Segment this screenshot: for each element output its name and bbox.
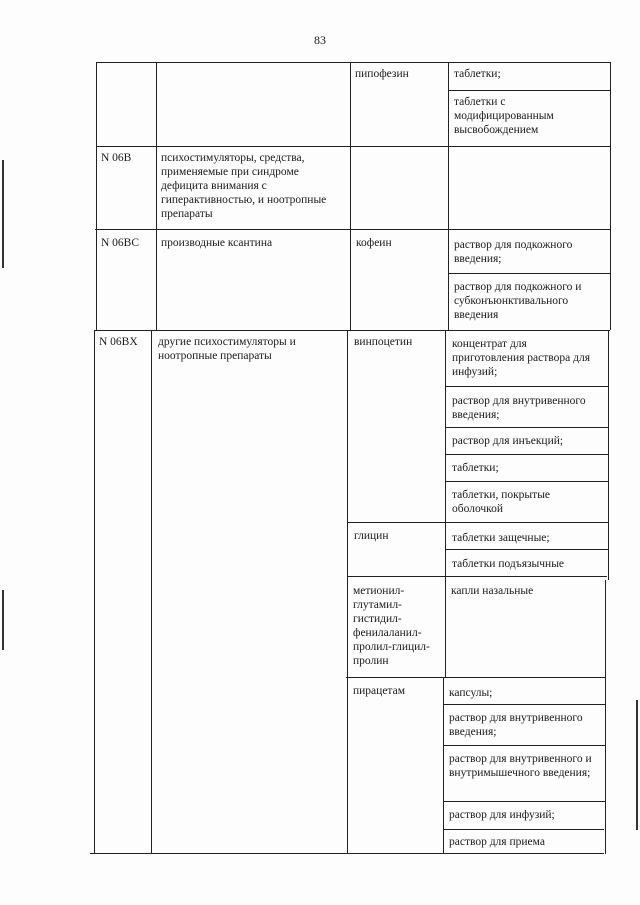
dosage-form: капсулы; — [449, 687, 493, 699]
table-border — [96, 62, 97, 330]
row-divider — [443, 801, 605, 802]
atc-code: N 06BX — [99, 336, 138, 348]
row-divider — [446, 454, 608, 455]
scan-mark — [2, 590, 4, 650]
dosage-form: раствор для инъекций; — [452, 435, 564, 447]
table-border — [94, 330, 95, 854]
dosage-form: раствор для внутривенного и внутримышечного введения; — [449, 753, 592, 779]
row-divider — [348, 522, 608, 523]
column-divider — [350, 62, 351, 330]
row-divider — [96, 146, 610, 147]
row-divider — [446, 481, 608, 482]
dosage-form: раствор для внутривенного введения; — [452, 395, 586, 421]
dosage-form: таблетки защечные; — [452, 532, 550, 544]
scan-mark — [636, 700, 638, 830]
row-divider — [94, 330, 610, 331]
dosage-form: таблетки подъязычные — [452, 558, 565, 570]
dosage-form: раствор для внутривенного введения; — [449, 712, 583, 738]
column-divider — [448, 62, 449, 330]
dosage-form: таблетки; — [452, 462, 499, 474]
column-divider — [156, 62, 157, 330]
row-divider — [346, 677, 606, 678]
dosage-form: раствор для подкожного и субконъюнктивального введения — [454, 281, 582, 321]
atc-group-name: психостимуляторы, средства, применяемые при синдроме дефицита внимания с гиперактивностью, и ноотропные препараты — [161, 152, 327, 220]
row-divider — [443, 745, 605, 746]
dosage-form: таблетки с модифицированным высвобождением — [454, 96, 554, 136]
column-divider — [443, 677, 444, 854]
row-divider — [95, 229, 610, 230]
dosage-form: раствор для инфузий; — [449, 809, 555, 821]
row-divider — [443, 704, 605, 705]
dosage-form: таблетки, покрытые оболочкой — [452, 489, 551, 515]
row-divider — [446, 386, 609, 387]
column-divider — [151, 330, 152, 854]
dosage-form: раствор для приема — [449, 836, 545, 848]
dosage-form: раствор для подкожного введения; — [454, 239, 573, 265]
table-border — [605, 580, 606, 854]
scan-mark — [2, 160, 4, 268]
table-border — [97, 62, 611, 63]
row-divider — [446, 427, 609, 428]
row-divider — [448, 90, 611, 91]
table-border — [610, 62, 611, 330]
atc-code: N 06BC — [101, 237, 140, 249]
row-divider — [443, 829, 604, 830]
atc-code: N 06B — [101, 152, 132, 164]
substance-name: пирацетам — [353, 685, 405, 697]
column-divider — [347, 330, 348, 854]
page-number: 83 — [314, 33, 326, 47]
dosage-form: таблетки; — [454, 68, 501, 80]
dosage-form: концентрат для приготовления раствора для инфузий; — [452, 338, 590, 378]
atc-group-name: другие психостимуляторы и ноотропные препараты — [158, 336, 296, 362]
substance-name: винпоцетин — [354, 336, 413, 348]
substance-name: кофеин — [356, 237, 392, 249]
substance-name: глицин — [354, 530, 389, 542]
row-divider — [347, 576, 607, 577]
substance-name: метионил-глутамил-гистидил-фенилаланил-пролил-глицил-пролин — [353, 585, 430, 667]
dosage-form: капли назальные — [451, 585, 534, 597]
substance-name: пипофезин — [355, 68, 409, 80]
atc-group-name: производные ксантина — [161, 237, 273, 249]
column-divider — [445, 330, 446, 677]
table-border — [608, 330, 609, 580]
row-divider — [448, 273, 610, 274]
row-divider — [445, 549, 608, 550]
